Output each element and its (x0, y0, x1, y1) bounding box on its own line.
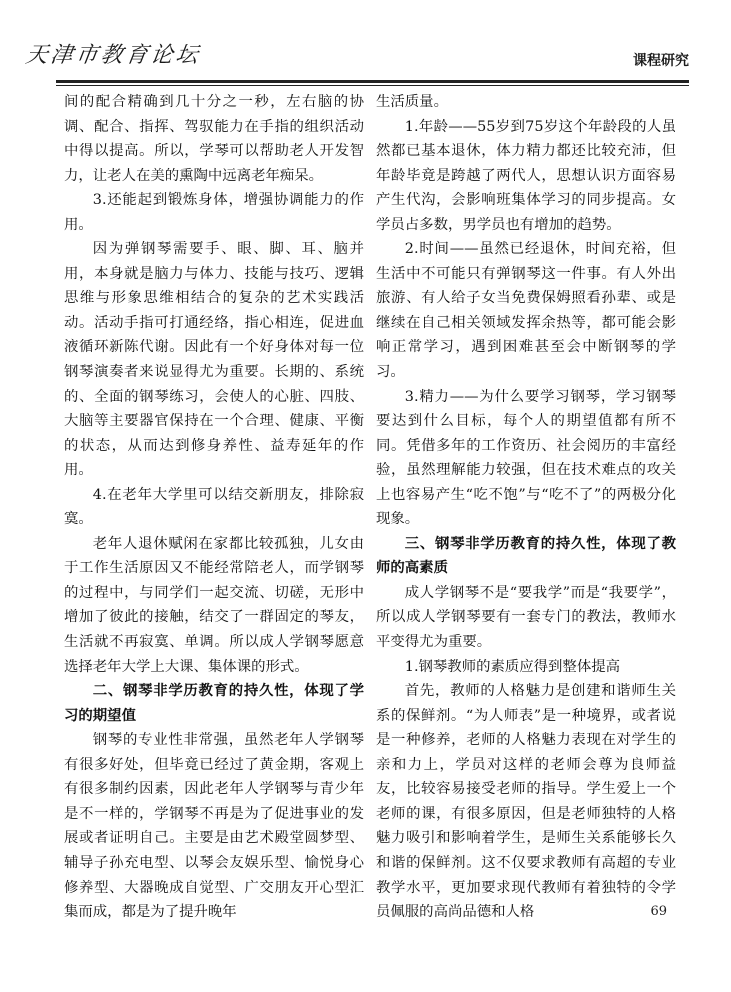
paragraph: 老年人退休赋闲在家都比较孤独，儿女由于工作生活原因又不能经常陪老人，而学钢琴的过程中，与同学们一起交流、切磋，无形中增加了彼此的接触，结交了一群固定的琴友，生活就不再寂寞、单调。所以成人学钢琴愿意选择老年大学上大课、集体课的形式。 (64, 535, 364, 675)
section-title: 课程研究 (633, 53, 689, 69)
header-rule-thick (56, 80, 689, 83)
list-item: 2.时间——虽然已经退休，时间充裕，但生活中不可能只有弹钢琴这一件事。有人外出旅游、有人给子女当免费保姆照看孙辈、或是继续在自己相关领域发挥余热等，都可能会影响正常学习，遇到困难甚至会中断钢琴的学习。 (376, 241, 676, 381)
right-column (376, 90, 676, 925)
paragraph: 间的配合精确到几十分之一秒，左右脑的协调、配合、指挥、驾驭能力在手指的组织活动中得以提高。所以，学琴可以帮助老人开发智力，让老人在美的熏陶中远离老年痴呆。 (64, 94, 364, 184)
list-item: 1.年龄——55岁到75岁这个年龄段的人虽然都已基本退休，体力精力都还比较充沛，但年龄毕竟是跨越了两代人，思想认识方面容易产生代沟，会影响班集体学习的同步提高。女学员占多数，男学员也有增加的趋势。 (376, 118, 676, 233)
page-number: 69 (650, 904, 667, 919)
header-rule-thin (56, 85, 689, 86)
journal-name-logo: 天津市教育论坛 (23, 43, 203, 68)
subheading: 1.钢琴教师的素质应得到整体提高 (404, 658, 620, 675)
paragraph: 生活质量。 (376, 94, 448, 110)
left-column (64, 90, 364, 925)
paragraph: 钢琴的专业性非常强，虽然老年人学钢琴有很多好处，但毕竟已经过了黄金期，客观上有很多制约因素，因此老年人学钢琴与青少年是不一样的，学钢琴不再是为了促进事业的发展或者证明自己。主要是由艺术殿堂圆梦型、辅导子孙充电型、以琴会友娱乐型、愉悦身心修养型、大器晚成自觉型、广交朋友开心型汇集而成，都是为了提升晚年 (64, 732, 364, 921)
list-heading: 4.在老年大学里可以结交新朋友，排除寂寞。 (64, 486, 364, 528)
page-header (20, 30, 689, 74)
paragraph: 首先，教师的人格魅力是创建和谐师生关系的保鲜剂。“为人师表”是一种境界，或者说是一种修养，老师的人格魅力表现在对学生的亲和力上，学员对这样的老师会尊为良师益友，比较容易接受老师的指导。学生爱上一个老师的课，有很多原因，但是老师独特的人格魅力吸引和影响着学生，是师生关系能够长久和谐的保鲜剂。这不仅要求教师有高超的专业教学水平，更加要求现代教师有着独特的令学员佩服的高尚品德和人格 (376, 683, 676, 921)
paragraph: 成人学钢琴不是“要我学”而是“我要学”，所以成人学钢琴要有一套专门的教法，教师水平变得尤为重要。 (376, 584, 676, 651)
list-heading: 3.还能起到锻炼身体，增强协调能力的作用。 (64, 192, 364, 233)
section-heading: 二、钢琴非学历教育的持久性，体现了学习的期望值 (64, 683, 364, 724)
paragraph: 因为弹钢琴需要手、眼、脚、耳、脑并用，本身就是脑力与体力、技能与技巧、逻辑思维与形象思维相结合的复杂的艺术实践活动。活动手指可打通经络，指心相连，促进血液循环新陈代谢。因此有一个好身体对每一位钢琴演奏者来说显得尤为重要。长期的、系统的、全面的钢琴练习，会使人的心脏、四肢、大脑等主要器官保持在一个合理、健康、平衡的状态，从而达到修身养性、益寿延年的作用。 (64, 241, 364, 479)
list-item: 3.精力——为什么要学习钢琴，学习钢琴要达到什么目标，每个人的期望值都有所不同。凭借多年的工作资历、社会阅历的丰富经验，虽然理解能力较强，但在技术难点的攻关上也容易产生“吃不饱”与“吃不了”的两极分化现象。 (376, 388, 676, 528)
section-heading: 三、钢琴非学历教育的持久性，体现了教师的高素质 (376, 535, 676, 577)
